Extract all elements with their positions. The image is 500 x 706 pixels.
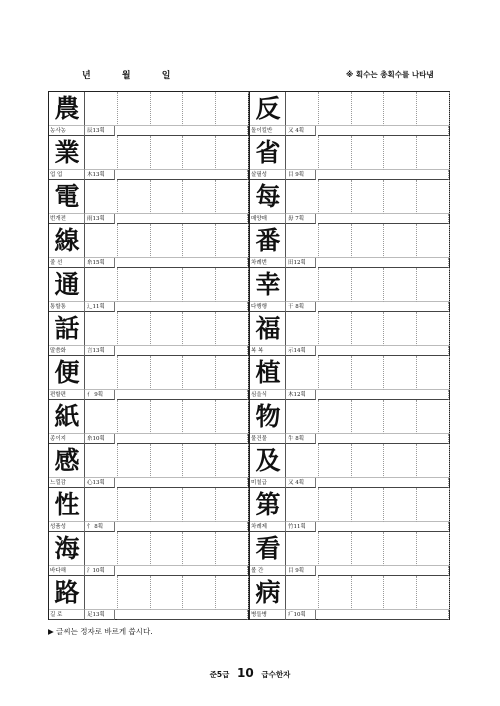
practice-grid	[48, 91, 450, 620]
practice-cell[interactable]	[151, 400, 184, 434]
radical-stroke-count: 干 8획	[286, 302, 316, 312]
practice-cell[interactable]	[85, 400, 118, 434]
practice-sub-area	[117, 170, 248, 180]
practice-cell[interactable]	[384, 224, 417, 258]
practice-cell[interactable]	[151, 488, 184, 522]
practice-cell[interactable]	[183, 92, 216, 126]
practice-cell[interactable]	[118, 268, 151, 302]
radical-stroke-count: 氵10획	[85, 566, 115, 576]
hanja-character: 反	[255, 94, 281, 123]
practice-cell[interactable]	[118, 400, 151, 434]
hanja-row	[250, 488, 500, 532]
practice-cell[interactable]	[151, 92, 184, 126]
practice-sub-area	[318, 390, 449, 400]
practice-cell[interactable]	[151, 180, 184, 214]
hanja-character: 看	[255, 534, 281, 563]
hanja-meaning-reading: 차례제	[250, 522, 286, 532]
practice-cell[interactable]	[183, 356, 216, 390]
practice-cell[interactable]	[384, 400, 417, 434]
practice-cell[interactable]	[384, 488, 417, 522]
practice-sub-area	[117, 434, 248, 444]
hanja-meaning-reading: 매양매	[250, 214, 286, 224]
hanja-row	[250, 268, 500, 312]
practice-cell[interactable]	[417, 356, 450, 390]
hanja-character: 省	[255, 138, 281, 167]
hanja-row	[250, 532, 500, 576]
hanja-meaning-reading: 심을식	[250, 390, 286, 400]
practice-cell[interactable]	[384, 532, 417, 566]
practice-cell[interactable]	[352, 488, 385, 522]
practice-cell[interactable]	[384, 356, 417, 390]
radical-stroke-count: 田12획	[286, 258, 316, 268]
hanja-meaning-reading: 성품성	[49, 522, 85, 532]
practice-sub-area	[117, 566, 248, 576]
practice-cell[interactable]	[319, 312, 352, 346]
practice-cell[interactable]	[286, 224, 319, 258]
hanja-row	[250, 92, 500, 136]
practice-sub-area	[318, 610, 449, 620]
practice-cell[interactable]	[319, 532, 352, 566]
hanja-character: 業	[54, 138, 80, 167]
practice-sub-area	[117, 126, 248, 136]
radical-stroke-count: 足13획	[85, 610, 115, 620]
practice-cell[interactable]	[384, 92, 417, 126]
practice-cell[interactable]	[151, 532, 184, 566]
hanja-character: 番	[255, 226, 281, 255]
hanja-meaning-reading: 다행행	[250, 302, 286, 312]
radical-stroke-count: 又 4획	[286, 126, 316, 136]
practice-cell[interactable]	[216, 444, 249, 478]
radical-stroke-count: 目 9획	[286, 170, 316, 180]
hanja-meaning-reading: 볼 간	[250, 566, 286, 576]
practice-cell[interactable]	[352, 180, 385, 214]
hanja-character: 紙	[54, 402, 80, 431]
radical-stroke-count: 忄 8획	[85, 522, 115, 532]
radical-stroke-count: 疒10획	[286, 610, 316, 620]
practice-cell[interactable]	[183, 488, 216, 522]
practice-cell[interactable]	[118, 444, 151, 478]
footer-title: 급수한자	[261, 670, 291, 679]
practice-sub-area	[318, 566, 449, 576]
hanja-meaning-reading: 말씀화	[49, 346, 85, 356]
practice-cell[interactable]	[417, 268, 450, 302]
practice-cell[interactable]	[352, 224, 385, 258]
hanja-meaning-reading: 물건물	[250, 434, 286, 444]
practice-cell[interactable]	[151, 444, 184, 478]
radical-stroke-count: 又 4획	[286, 478, 316, 488]
practice-cell[interactable]	[319, 136, 352, 170]
practice-cell[interactable]	[85, 576, 118, 610]
hanja-meaning-reading: 업 업	[49, 170, 85, 180]
practice-sub-area	[318, 346, 449, 356]
radical-stroke-count: 木12획	[286, 390, 316, 400]
radical-stroke-count: 亻 9획	[85, 390, 115, 400]
practice-cell[interactable]	[151, 356, 184, 390]
radical-stroke-count: 辶11획	[85, 302, 115, 312]
hanja-meaning-reading: 번개전	[49, 214, 85, 224]
practice-cell[interactable]	[286, 444, 319, 478]
practice-cell[interactable]	[352, 400, 385, 434]
hanja-character: 病	[255, 578, 281, 607]
practice-sub-area	[318, 126, 449, 136]
hanja-row	[250, 356, 500, 400]
practice-cell[interactable]	[216, 92, 249, 126]
radical-stroke-count: 示14획	[286, 346, 316, 356]
page-footer	[0, 666, 500, 680]
practice-cell[interactable]	[417, 92, 450, 126]
hanja-character: 農	[54, 94, 80, 123]
practice-cell[interactable]	[286, 356, 319, 390]
practice-cell[interactable]	[352, 532, 385, 566]
practice-cell[interactable]	[319, 180, 352, 214]
hanja-meaning-reading: 돌이킬반	[250, 126, 286, 136]
hanja-meaning-reading: 농사농	[49, 126, 85, 136]
page-number: 10	[237, 666, 254, 680]
radical-stroke-count: 言13획	[85, 346, 115, 356]
practice-cell[interactable]	[118, 92, 151, 126]
practice-sub-area	[117, 390, 248, 400]
hanja-row	[250, 400, 500, 444]
practice-cell[interactable]	[118, 488, 151, 522]
practice-cell[interactable]	[183, 224, 216, 258]
practice-cell[interactable]	[352, 356, 385, 390]
practice-cell[interactable]	[286, 488, 319, 522]
practice-cell[interactable]	[85, 180, 118, 214]
practice-cell[interactable]	[183, 136, 216, 170]
practice-cell[interactable]	[85, 488, 118, 522]
practice-cell[interactable]	[319, 576, 352, 610]
practice-sub-area	[318, 434, 449, 444]
writing-instruction: ▶ 글씨는 정자로 바르게 씁시다.	[48, 627, 153, 636]
practice-cell[interactable]	[319, 268, 352, 302]
hanja-meaning-reading: 차례번	[250, 258, 286, 268]
practice-cell[interactable]	[384, 268, 417, 302]
radical-stroke-count: 目 9획	[286, 566, 316, 576]
practice-cell[interactable]	[417, 488, 450, 522]
hanja-character: 每	[255, 182, 281, 211]
practice-cell[interactable]	[319, 224, 352, 258]
practice-cell[interactable]	[384, 180, 417, 214]
radical-stroke-count: 糸15획	[85, 258, 115, 268]
practice-sub-area	[117, 258, 248, 268]
radical-stroke-count: 牛 8획	[286, 434, 316, 444]
hanja-row	[250, 136, 500, 180]
practice-cell[interactable]	[183, 268, 216, 302]
hanja-meaning-reading: 복 복	[250, 346, 286, 356]
practice-cell[interactable]	[352, 136, 385, 170]
practice-cell[interactable]	[216, 532, 249, 566]
practice-cell[interactable]	[319, 92, 352, 126]
practice-cell[interactable]	[216, 400, 249, 434]
practice-sub-area	[117, 522, 248, 532]
hanja-character: 幸	[255, 270, 281, 299]
practice-cell[interactable]	[286, 92, 319, 126]
hanja-row	[250, 312, 500, 356]
practice-cell[interactable]	[85, 356, 118, 390]
practice-cell[interactable]	[384, 312, 417, 346]
radical-stroke-count: 糸10획	[85, 434, 115, 444]
hanja-meaning-reading: 느낄감	[49, 478, 85, 488]
hanja-meaning-reading: 편할편	[49, 390, 85, 400]
practice-cell[interactable]	[417, 224, 450, 258]
practice-cell[interactable]	[183, 180, 216, 214]
practice-cell[interactable]	[216, 268, 249, 302]
practice-cell[interactable]	[183, 444, 216, 478]
practice-cell[interactable]	[118, 532, 151, 566]
hanja-character: 第	[255, 490, 281, 519]
practice-cell[interactable]	[286, 312, 319, 346]
practice-sub-area	[318, 170, 449, 180]
practice-cell[interactable]	[384, 576, 417, 610]
radical-stroke-count: 雨13획	[85, 214, 115, 224]
practice-sub-area	[318, 522, 449, 532]
practice-cell[interactable]	[216, 576, 249, 610]
footer-grade: 준5급	[209, 670, 230, 679]
practice-cell[interactable]	[286, 136, 319, 170]
hanja-character: 及	[255, 446, 281, 475]
practice-sub-area	[117, 478, 248, 488]
radical-stroke-count: 竹11획	[286, 522, 316, 532]
practice-cell[interactable]	[216, 224, 249, 258]
practice-cell[interactable]	[319, 444, 352, 478]
practice-cell[interactable]	[216, 356, 249, 390]
practice-cell[interactable]	[183, 532, 216, 566]
hanja-meaning-reading: 길 로	[49, 610, 85, 620]
hanja-meaning-reading: 미칠급	[250, 478, 286, 488]
practice-cell[interactable]	[417, 180, 450, 214]
practice-cell[interactable]	[151, 312, 184, 346]
practice-cell[interactable]	[118, 356, 151, 390]
hanja-character: 路	[54, 578, 80, 607]
hanja-row	[250, 576, 500, 620]
hanja-meaning-reading: 살필성	[250, 170, 286, 180]
practice-cell[interactable]	[417, 312, 450, 346]
hanja-row	[250, 180, 500, 224]
practice-sub-area	[318, 302, 449, 312]
practice-cell[interactable]	[118, 576, 151, 610]
practice-cell[interactable]	[85, 224, 118, 258]
practice-sub-area	[318, 478, 449, 488]
practice-sub-area	[318, 214, 449, 224]
stroke-count-note: ※ 획수는 총획수를 나타냄	[346, 70, 434, 79]
practice-cell[interactable]	[85, 268, 118, 302]
month-label: 월	[121, 71, 131, 81]
practice-cell[interactable]	[151, 224, 184, 258]
hanja-row	[250, 224, 500, 268]
date-line	[82, 68, 170, 81]
practice-cell[interactable]	[286, 180, 319, 214]
hanja-character: 電	[54, 182, 80, 211]
practice-sub-area	[117, 346, 248, 356]
practice-cell[interactable]	[417, 444, 450, 478]
practice-cell[interactable]	[352, 92, 385, 126]
practice-cell[interactable]	[85, 444, 118, 478]
radical-stroke-count: 毋 7획	[286, 214, 316, 224]
practice-cell[interactable]	[151, 136, 184, 170]
practice-sub-area	[318, 258, 449, 268]
practice-cell[interactable]	[85, 92, 118, 126]
practice-sub-area	[117, 302, 248, 312]
practice-cell[interactable]	[118, 224, 151, 258]
practice-cell[interactable]	[417, 532, 450, 566]
practice-sub-area	[117, 214, 248, 224]
hanja-row	[250, 444, 500, 488]
practice-cell[interactable]	[151, 576, 184, 610]
practice-cell[interactable]	[384, 136, 417, 170]
hanja-character: 話	[54, 314, 80, 343]
practice-cell[interactable]	[151, 268, 184, 302]
hanja-character: 海	[54, 534, 80, 563]
practice-cell[interactable]	[352, 312, 385, 346]
practice-cell[interactable]	[118, 180, 151, 214]
practice-cell[interactable]	[384, 444, 417, 478]
practice-cell[interactable]	[286, 532, 319, 566]
practice-cell[interactable]	[118, 312, 151, 346]
practice-cell[interactable]	[319, 488, 352, 522]
hanja-meaning-reading: 바다해	[49, 566, 85, 576]
hanja-character: 福	[255, 314, 281, 343]
hanja-character: 性	[54, 490, 80, 519]
practice-cell[interactable]	[118, 136, 151, 170]
radical-stroke-count: 木13획	[85, 170, 115, 180]
practice-cell[interactable]	[183, 400, 216, 434]
practice-cell[interactable]	[417, 576, 450, 610]
practice-cell[interactable]	[216, 488, 249, 522]
practice-cell[interactable]	[286, 400, 319, 434]
hanja-meaning-reading: 병들병	[250, 610, 286, 620]
hanja-character: 線	[54, 226, 80, 255]
practice-cell[interactable]	[286, 576, 319, 610]
hanja-meaning-reading: 통할통	[49, 302, 85, 312]
hanja-character: 便	[54, 358, 80, 387]
year-label: 년	[82, 71, 91, 81]
hanja-meaning-reading: 종이지	[49, 434, 85, 444]
practice-sub-area	[117, 610, 248, 620]
practice-cell[interactable]	[417, 136, 450, 170]
practice-cell[interactable]	[417, 400, 450, 434]
practice-cell[interactable]	[85, 136, 118, 170]
practice-cell[interactable]	[183, 576, 216, 610]
practice-cell[interactable]	[319, 400, 352, 434]
practice-cell[interactable]	[183, 312, 216, 346]
practice-cell[interactable]	[352, 444, 385, 478]
radical-stroke-count: 辰13획	[85, 126, 115, 136]
hanja-character: 植	[255, 358, 281, 387]
hanja-character: 物	[255, 402, 281, 431]
practice-cell[interactable]	[352, 576, 385, 610]
practice-cell[interactable]	[216, 180, 249, 214]
practice-cell[interactable]	[216, 136, 249, 170]
practice-cell[interactable]	[352, 268, 385, 302]
practice-cell[interactable]	[85, 312, 118, 346]
hanja-character: 通	[54, 270, 80, 299]
practice-cell[interactable]	[85, 532, 118, 566]
hanja-character: 感	[54, 446, 80, 475]
practice-cell[interactable]	[286, 268, 319, 302]
radical-stroke-count: 心13획	[85, 478, 115, 488]
day-label: 일	[161, 71, 171, 81]
hanja-meaning-reading: 줄 선	[49, 258, 85, 268]
practice-cell[interactable]	[319, 356, 352, 390]
practice-cell[interactable]	[216, 312, 249, 346]
